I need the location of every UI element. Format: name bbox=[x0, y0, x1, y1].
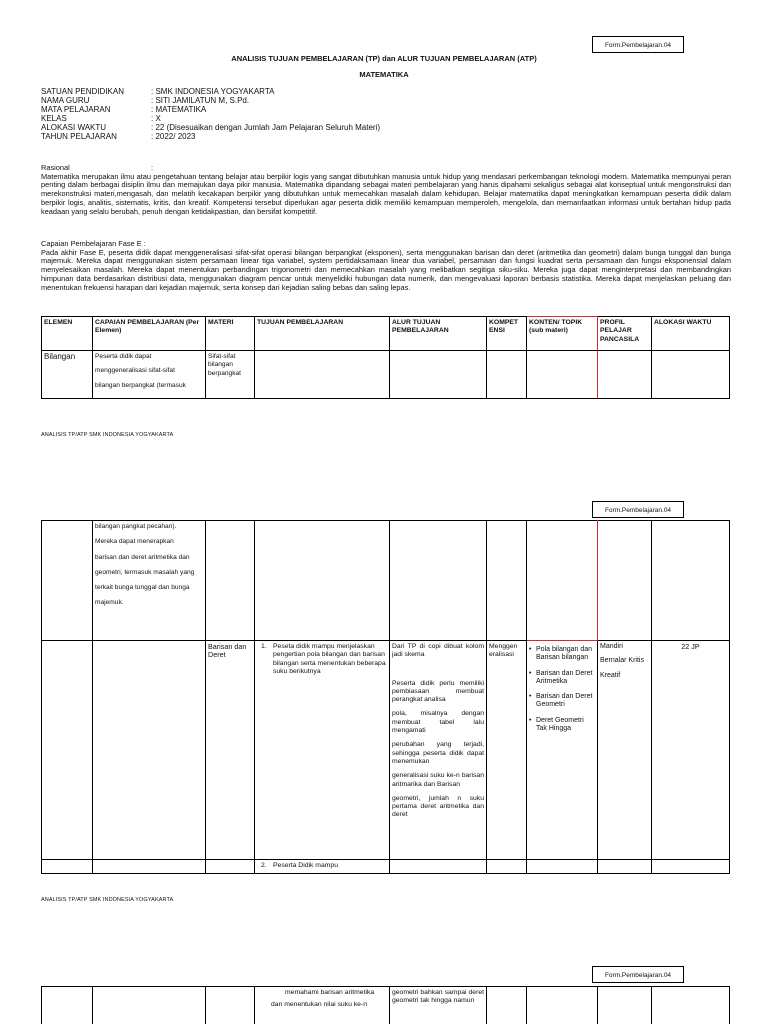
capaian-line: bilangan berpangkat (termasuk bbox=[95, 381, 186, 389]
capaian-line: terkait bunga tunggal dan bunga bbox=[95, 584, 190, 592]
alur-line: Dari TP di copi dibuat kolom jadi skema bbox=[392, 643, 484, 659]
page-footer: ANALISIS TP/ATP SMK INDONESIA YOGYAKARTA bbox=[41, 432, 174, 438]
profil-item: Bernalar Kritis bbox=[600, 657, 644, 665]
cell-kompetensi bbox=[487, 641, 527, 860]
materi-text: Barisan dan Deret bbox=[208, 642, 247, 660]
cell-tujuan bbox=[255, 521, 390, 641]
cell-elemen bbox=[42, 641, 93, 860]
bullet-icon: • bbox=[529, 646, 532, 653]
cell-alur bbox=[390, 521, 487, 641]
capaian-line: geometri, termasuk masalah yang bbox=[95, 568, 195, 576]
cell-materi bbox=[206, 521, 255, 641]
konten-text: Barisan dan Deret Aritmetika bbox=[536, 669, 593, 685]
cell-elemen bbox=[42, 860, 93, 874]
tujuan-number: 1. bbox=[261, 643, 267, 650]
header-tujuan: TUJUAN PEMBELAJARAN bbox=[255, 317, 390, 351]
cell-alur bbox=[390, 860, 487, 874]
header-alokasi: ALOKASI WAKTU bbox=[652, 317, 730, 351]
meta-key: ALOKASI WAKTU bbox=[41, 123, 107, 132]
cell-alur bbox=[390, 641, 487, 860]
form-code: Form.Pembelajaran.04 bbox=[604, 972, 672, 979]
rasional-colon: : bbox=[151, 163, 154, 172]
rasional-section bbox=[41, 164, 731, 216]
header-kompetensi: KOMPET ENSI bbox=[487, 317, 527, 351]
tujuan-line: dan menentukan nilai suku ke-n bbox=[271, 1001, 367, 1009]
meta-value: : SMK INDONESIA YOGYAKARTA bbox=[151, 87, 275, 96]
meta-row bbox=[41, 87, 380, 96]
meta-value: : 2022/ 2023 bbox=[151, 132, 196, 141]
cell-konten bbox=[527, 987, 598, 1024]
cell-kompetensi bbox=[487, 987, 527, 1024]
document-title: ANALISIS TUJUAN PEMBELAJARAN (TP) dan ALUR TUJUAN PEMBELAJARAN (ATP) bbox=[231, 54, 537, 63]
alur-line: perubahan yang terjadi, sehingga peserta didik dapat menemukan bbox=[392, 741, 484, 765]
meta-row bbox=[41, 96, 380, 105]
cell-elemen bbox=[42, 987, 93, 1024]
tujuan-number: 2. bbox=[261, 862, 267, 869]
konten-text: Pola bilangan dan Barisan bilangan bbox=[536, 646, 593, 662]
cell-konten bbox=[527, 860, 598, 874]
header-profil: PROFIL PELAJAR PANCASILA bbox=[598, 317, 652, 351]
cell-materi bbox=[206, 641, 255, 860]
cell-profil bbox=[598, 641, 652, 860]
cell-materi bbox=[206, 860, 255, 874]
cell-alur bbox=[390, 987, 487, 1024]
meta-key: MATA PELAJARAN bbox=[41, 105, 111, 114]
identity-block bbox=[41, 87, 380, 141]
meta-value: : X bbox=[151, 114, 161, 123]
cell-kompetensi bbox=[487, 860, 527, 874]
profil-item: Mandiri bbox=[600, 643, 623, 650]
capaian-line: Peserta didik dapat bbox=[95, 353, 152, 360]
capaian-text: Pada akhir Fase E, peserta didik dapat menggeneralisasi sifat-sifat operasi bilangan berpangkat (eksponen), serta menggunakan barisan dan deret (aritmetika dan geometri) dalam bunga tunggal dan bunga majemuk. Mereka dapat menggunakan sistem persamaan linear tiga variabel, system pertidaksamaan linear dua variabel, persamaan dan fungsi kuadrat serta persamaan dan fungsi eksponensial dalam menyelesaikan masalah. Mereka dapat menentukan perbandingan trigonometri dan memecahkan masalah yang melibatkan segitiga siku-siku. Mereka juga dapat menginterpretasi dan membandingkan himpunan data berdasarkan distribusi data, menggunakan diagram pencar untuk menyelidiki hubungan data numerik, dan mengevaluasi laporan berbasis statistika. Mereka dapat menjelaskan peluang dan menentukan frekuensi harapan dari kejadian majemuk, serta konsep dari kejadian saling bebas dan saling lepas. bbox=[41, 247, 731, 292]
tujuan-text: Peseta didik mampu menjelaskan pengertian pola bilangan dan barisan bilangan serta menentukan beberapa suku berikutnya bbox=[273, 643, 386, 675]
cell-profil bbox=[598, 860, 652, 874]
bullet-icon: • bbox=[529, 716, 532, 724]
cell-kompetensi bbox=[487, 521, 527, 641]
konten-item bbox=[529, 670, 595, 687]
tujuan-text: Peserta Didik mampu bbox=[273, 862, 338, 869]
alur-line: generalisasi suku ke-n barisan aritmarika dan Barisan bbox=[392, 772, 484, 788]
alur-line: geometri bahkan sampai deret geometri tak hingga namun bbox=[392, 989, 484, 1005]
meta-key: TAHUN PELAJARAN bbox=[41, 132, 117, 141]
form-code: Form.Pembelajaran.04 bbox=[604, 507, 672, 514]
cell-materi bbox=[206, 351, 255, 399]
konten-item bbox=[529, 693, 595, 710]
cell-materi bbox=[206, 987, 255, 1024]
cell-alokasi bbox=[652, 860, 730, 874]
elemen-text: Bilangan bbox=[44, 352, 76, 361]
capaian-line: majemuk. bbox=[95, 599, 124, 607]
cell-profil bbox=[598, 521, 652, 641]
capaian-line: bilangan pangkat pecahan). bbox=[95, 523, 177, 530]
meta-key: KELAS bbox=[41, 114, 67, 123]
form-code: Form.Pembelajaran.04 bbox=[604, 42, 672, 49]
header-materi: MATERI bbox=[206, 317, 255, 351]
cell-konten bbox=[527, 641, 598, 860]
meta-value: : MATEMATIKA bbox=[151, 105, 207, 114]
alur-line: pola, misalnya dengan membuat tabel lalu mengamati bbox=[392, 710, 484, 735]
capaian-line: barisan dan deret aritmetika dan bbox=[95, 553, 190, 561]
cell-kompetensi bbox=[487, 351, 527, 399]
document-subtitle: MATEMATIKA bbox=[359, 70, 409, 79]
header-elemen: ELEMEN bbox=[42, 317, 93, 351]
header-alur: ALUR TUJUAN PEMBELAJARAN bbox=[390, 317, 487, 351]
meta-row bbox=[41, 105, 380, 114]
atp-table-page2 bbox=[41, 520, 730, 874]
cell-alokasi bbox=[652, 351, 730, 399]
cell-tujuan bbox=[255, 641, 390, 860]
cell-profil bbox=[598, 351, 652, 399]
materi-text: Sifat-sifat bilangan berpangkat bbox=[208, 353, 241, 377]
meta-row bbox=[41, 114, 380, 123]
atp-table-page3 bbox=[41, 986, 730, 1024]
meta-value: : SITI JAMILATUN M, S.Pd. bbox=[151, 96, 250, 105]
header-capaian: CAPAIAN PEMBELAJARAN (Per Elemen) bbox=[93, 317, 206, 351]
cell-konten bbox=[527, 351, 598, 399]
tujuan-line: memahami barisan aritmetika bbox=[285, 989, 375, 996]
kompetensi-text: Menggen eralisasi bbox=[489, 643, 518, 659]
meta-row bbox=[41, 132, 380, 141]
cell-elemen bbox=[42, 521, 93, 641]
cell-alokasi bbox=[652, 521, 730, 641]
atp-table-page1 bbox=[41, 316, 730, 399]
alokasi-text: 22 JP bbox=[681, 642, 700, 651]
capaian-section bbox=[41, 240, 731, 292]
cell-elemen bbox=[42, 351, 93, 399]
form-code-box bbox=[592, 36, 684, 53]
meta-key: SATUAN PENDIDIKAN bbox=[41, 87, 124, 96]
rasional-text: Matematika merupakan ilmu atau pengetahuan tentang belajar atau berpikir logis yang sangat dibutuhkan manusia untuk hidup yang mendasari perkembangan teknologi modern. Matematika mempunyai peran penting dalam berbagai disiplin ilmu dan memajukan daya pikir manusia. Matematika dipandang sebagai materi pembelajaran yang harus dipahami sekaligus sebagai alat konseptual untuk mengonstruksi dan merekonstruksi materi,mengasah, dan melatih kecakapan berpikir yang dibutuhkan untuk memecahkan masalah dalam kehidupan. Belajar matematika dapat meningkatkan kemampuan peserta didik dalam berpikir logis, analitis, sistematis, kritis, dan kreatif. Kompetensi tersebut diperlukan agar peserta didik memiliki kemampuan memperoleh, mengelola, dan memanfaatkan informasi untuk bertahan hidup pada keadaan yang selalu berubah, penuh dengan ketidakpastian, dan bersifat kompetitif. bbox=[41, 171, 731, 216]
cell-capaian bbox=[93, 521, 206, 641]
capaian-label: Capaian Pembelajaran Fase E : bbox=[41, 239, 146, 248]
bullet-icon: • bbox=[529, 669, 532, 677]
alur-line: geometri, jumlah n suku pertama deret aritmetika dan deret bbox=[392, 794, 484, 819]
profil-item: Kreatif bbox=[600, 671, 621, 679]
meta-row bbox=[41, 123, 380, 132]
capaian-line: menggeneralisasi sifat-sifat bbox=[95, 367, 175, 375]
tujuan-item bbox=[259, 643, 387, 676]
alur-line: Peserta didik perlu memiliki pembiasaan membuat perangkat analisa bbox=[392, 679, 484, 704]
meta-key: NAMA GURU bbox=[41, 96, 90, 105]
cell-konten bbox=[527, 521, 598, 641]
cell-capaian bbox=[93, 987, 206, 1024]
cell-tujuan bbox=[255, 987, 390, 1024]
capaian-line: Mereka dapat menerapkan bbox=[95, 538, 174, 546]
rasional-label: Rasional bbox=[41, 163, 70, 172]
cell-tujuan bbox=[255, 860, 390, 874]
bullet-icon: • bbox=[529, 693, 532, 701]
cell-alokasi bbox=[652, 641, 730, 860]
meta-value: : 22 (Disesuaikan dengan Jumlah Jam Pelajaran Seluruh Materi) bbox=[151, 123, 381, 132]
cell-profil bbox=[598, 987, 652, 1024]
cell-capaian bbox=[93, 860, 206, 874]
form-code-box bbox=[592, 501, 684, 518]
cell-alur bbox=[390, 351, 487, 399]
form-code-box bbox=[592, 966, 684, 983]
cell-capaian bbox=[93, 641, 206, 860]
tujuan-item bbox=[259, 862, 387, 870]
cell-tujuan bbox=[255, 351, 390, 399]
page-footer: ANALISIS TP/ATP SMK INDONESIA YOGYAKARTA bbox=[41, 897, 174, 903]
konten-text: Deret Geometri Tak Hingga bbox=[536, 716, 584, 733]
header-konten: KONTEN/ TOPIK (sub materi) bbox=[527, 317, 598, 351]
konten-item bbox=[529, 717, 595, 734]
konten-item bbox=[529, 646, 595, 663]
konten-text: Barisan dan Deret Geometri bbox=[536, 693, 593, 709]
cell-alokasi bbox=[652, 987, 730, 1024]
cell-capaian bbox=[93, 351, 206, 399]
